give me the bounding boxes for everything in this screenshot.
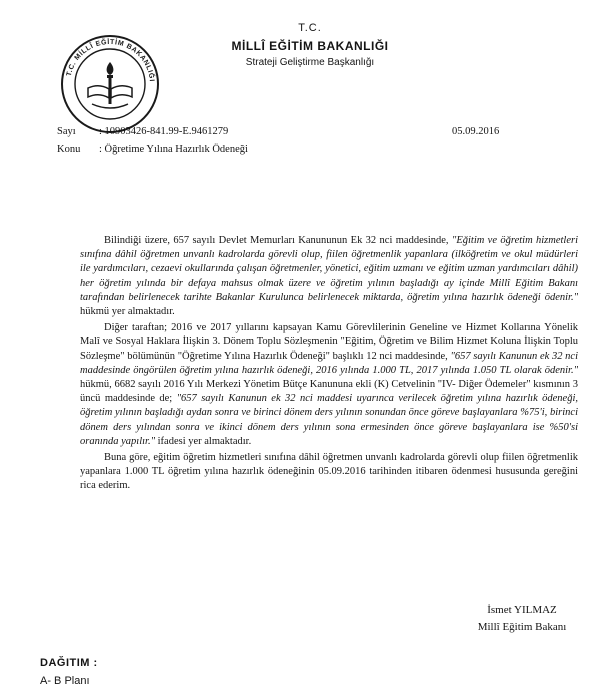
p2-tail: ifadesi yer almaktadır.	[155, 435, 252, 447]
signatory-title: Millî Eğitim Bakanı	[477, 621, 567, 633]
distribution-item: A- B Planı	[40, 675, 90, 687]
sayi-value: : 10903426-841.99-E.9461279	[99, 126, 229, 137]
paragraph-3: Buna göre, eğitim öğretim hizmetleri sınıfına dâhil öğretmen unvanlı kadrolarda görevli olup fiilen öğretmenlik yapanlara 1.000 TL öğretim yılına hazırlık ödeneğinin 05.09.2016 tarihinden itibaren ödenmesi hususunda gereğini rica ederim.	[80, 452, 578, 492]
header-ministry-name: MİLLÎ EĞİTİM BAKANLIĞI	[231, 39, 389, 53]
header-tc: T.C.	[298, 22, 322, 34]
sayi-label: Sayı	[57, 126, 76, 137]
paragraph-2	[80, 321, 578, 449]
p2-mid: hükmü, 6682 sayılı 2016 Yılı Merkezi Yönetim Bütçe Kanununa ekli (K) Cetvelinin "IV- Diğer Ödemeler" kısmının 3 üncü maddesinde de;	[80, 379, 578, 405]
p1-quote: "Eğitim ve öğretim hizmetleri sınıfına dâhil öğretmen unvanlı kadrolarda görevli olup, fiilen öğretmenlik yapanlara (ilköğretim ve okul müdürleri ile yardımcıları, cezaevi okullarında çalışan öğretmenler, yönetici, eğitim uzmanı ve eğitim uzman yardımcıları dâhil) her öğretim yılında bir defaya mahsus olmak üzere ve öğretim yılının başladığı ay içinde Millî Eğitim Bakanı tarafından belirlenecek tarihte Bakanlar Kurulunca belirlenecek miktarda, öğretim yılına hazırlık ödeneği ödenir."	[80, 235, 579, 303]
subject-line	[57, 143, 248, 156]
p2-lead: Diğer taraftan; 2016 ve 2017 yıllarını kapsayan Kamu Görevlilerinin Geneline ve Hizmet Kollarına Yönelik Malî ve Sosyal Haklara İlişkin 3. Dönem Toplu Sözleşmenin "Eğitim, Öğretim ve Bilim Hizmet Koluna İlişkin Toplu Sözleşme" bölümünün "Öğretime Yılına Hazırlık Ödeneği" başlıklı 12 nci maddesinde,	[80, 322, 578, 362]
distribution-title: DAĞITIM :	[40, 657, 98, 669]
konu-value: : Öğretime Yılına Hazırlık Ödeneği	[99, 144, 248, 155]
konu-label: Konu	[57, 144, 81, 155]
p1-tail: hükmü yer almaktadır.	[80, 306, 175, 318]
document-date: 05.09.2016	[452, 126, 500, 137]
header-department: Strateji Geliştirme Başkanlığı	[245, 57, 375, 68]
p1-lead: Bilindiği üzere, 657 sayılı Devlet Memurları Kanununun Ek 32 nci maddesinde,	[104, 235, 449, 246]
reference-number	[57, 125, 228, 138]
p2-quote-1: "657 sayılı Kanunun ek 32 nci maddesinde öngörülen öğretim yılına hazırlık ödeneği, 2016 yılında 1.000 TL, 2017 yılında 1.050 TL olarak ödenir."	[80, 350, 578, 376]
signatory-name: İsmet YILMAZ	[487, 604, 557, 616]
paragraph-1	[80, 234, 578, 319]
distribution-block	[40, 654, 98, 690]
p2-quote-2: "657 sayılı Kanunun ek 32 nci maddesi uyarınca verilecek öğretim yılına hazırlık ödeneği, öğretim yılının başladığı aydan sonra ve birinci dönem ders yılının sonundan önce göreve başlayanlara %75'i, birinci dönem ders yılından sonra ve ikinci dönem ders yılının sona ermesinden önce göreve başlayanlara ise %50'si oranında yapılır."	[80, 393, 579, 447]
letter-body	[80, 234, 578, 496]
ministry-seal-logo	[58, 32, 162, 136]
svg-text:T.C. MİLLÎ EĞİTİM BAKANLIĞI: T.C. MİLLÎ EĞİTİM BAKANLIĞI	[65, 38, 155, 83]
signature-block	[452, 602, 592, 636]
